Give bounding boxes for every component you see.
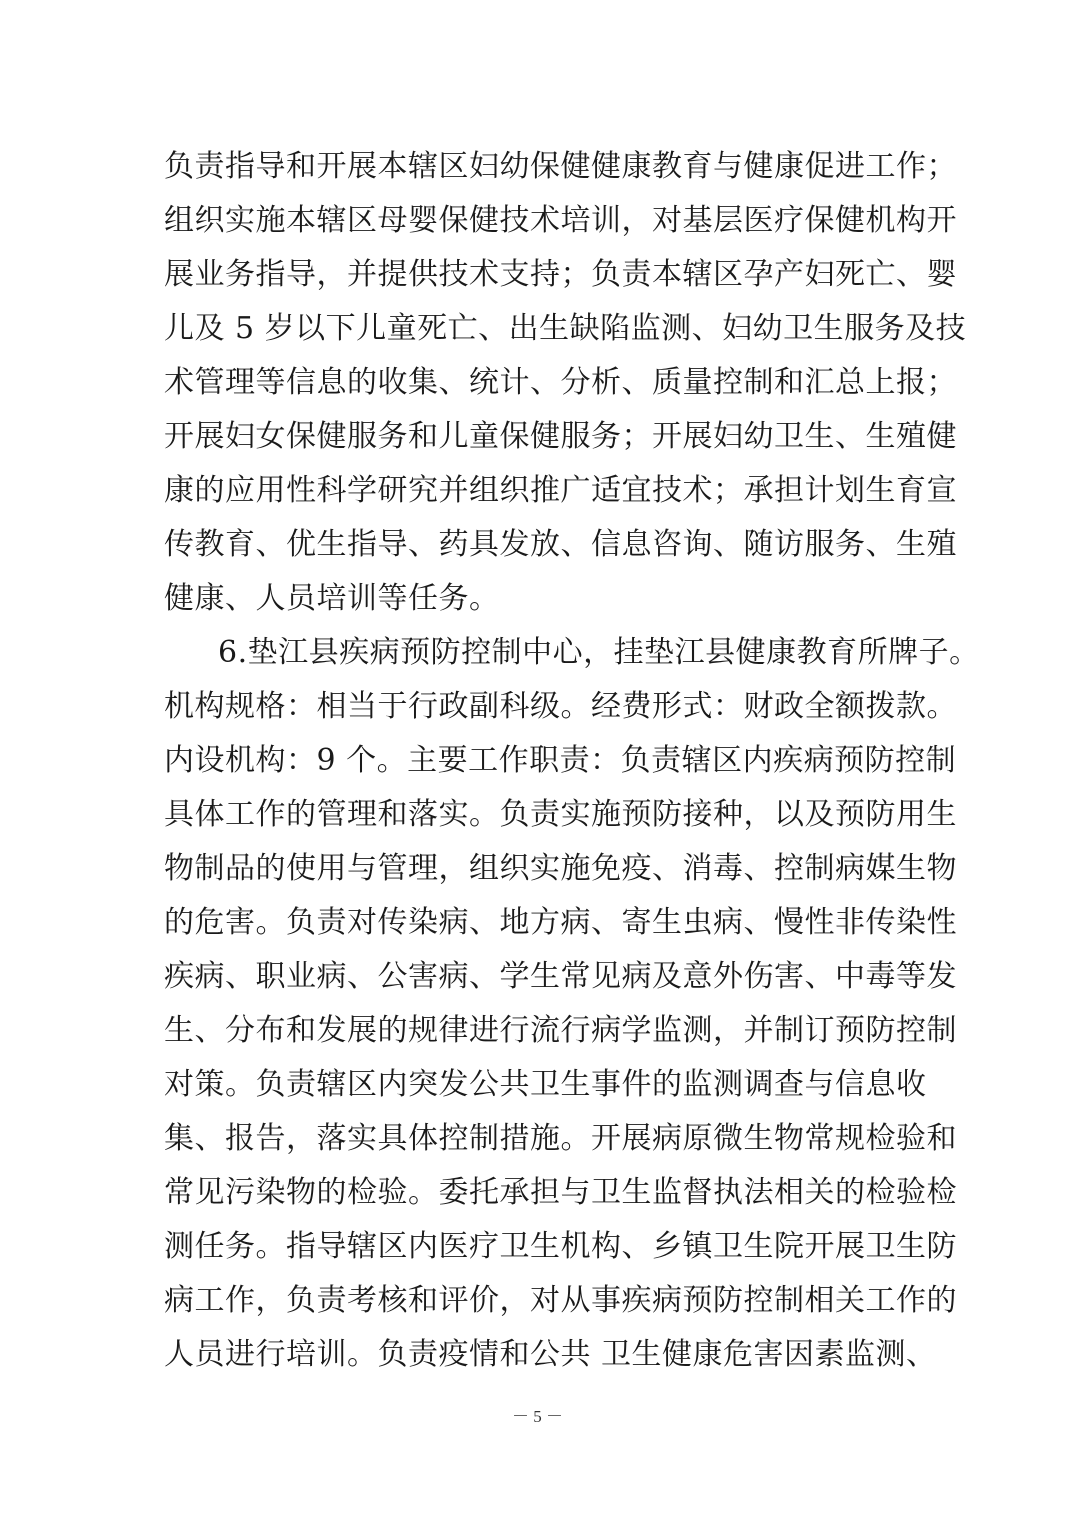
text-line: 具体工作的管理和落实。负责实施预防接种，以及预防用生 bbox=[164, 797, 957, 832]
text-line: 开展妇女保健服务和儿童保健服务；开展妇幼卫生、生殖健 bbox=[164, 419, 957, 454]
text-line: 健康、人员培训等任务。 bbox=[164, 581, 500, 616]
text-line: 集、报告，落实具体控制措施。开展病原微生物常规检验和 bbox=[164, 1121, 957, 1156]
text-line: 测任务。指导辖区内医疗卫生机构、乡镇卫生院开展卫生防 bbox=[164, 1229, 957, 1264]
body-text bbox=[164, 140, 980, 1382]
text-line: 儿及 5 岁以下儿童死亡、出生缺陷监测、妇幼卫生服务及技 bbox=[164, 311, 967, 346]
text-line: 组织实施本辖区母婴保健技术培训，对基层医疗保健机构开 bbox=[164, 203, 957, 238]
text-line: 人员进行培训。负责疫情和公共 卫生健康危害因素监测、 bbox=[164, 1337, 937, 1372]
text-line: 机构规格：相当于行政副科级。经费形式：财政全额拨款。 bbox=[164, 689, 957, 724]
text-line: 的危害。负责对传染病、地方病、寄生虫病、慢性非传染性 bbox=[164, 905, 957, 940]
text-line: 对策。负责辖区内突发公共卫生事件的监测调查与信息收 bbox=[164, 1067, 927, 1102]
text-line: 常见污染物的检验。委托承担与卫生监督执法相关的检验检 bbox=[164, 1175, 957, 1210]
text-line: 传教育、优生指导、药具发放、信息咨询、随访服务、生殖 bbox=[164, 527, 957, 562]
text-line: 病工作，负责考核和评价，对从事疾病预防控制相关工作的 bbox=[164, 1283, 957, 1318]
page-number: － 5 － bbox=[512, 1407, 563, 1426]
text-line: 康的应用性科学研究并组织推广适宜技术；承担计划生育宣 bbox=[164, 473, 957, 508]
text-line: 疾病、职业病、公害病、学生常见病及意外伤害、中毒等发 bbox=[164, 959, 957, 994]
text-line: 生、分布和发展的规律进行流行病学监测，并制订预防控制 bbox=[164, 1013, 957, 1048]
text-line: 展业务指导，并提供技术支持；负责本辖区孕产妇死亡、婴 bbox=[164, 257, 957, 292]
text-line: 术管理等信息的收集、统计、分析、质量控制和汇总上报； bbox=[164, 365, 957, 400]
text-line: 内设机构：9 个。主要工作职责：负责辖区内疾病预防控制 bbox=[164, 743, 957, 778]
text-line: 负责指导和开展本辖区妇幼保健健康教育与健康促进工作； bbox=[164, 149, 957, 184]
text-line: 物制品的使用与管理，组织实施免疫、消毒、控制病媒生物 bbox=[164, 851, 957, 886]
text-line: 6.垫江县疾病预防控制中心，挂垫江县健康教育所牌子。 bbox=[218, 635, 980, 670]
